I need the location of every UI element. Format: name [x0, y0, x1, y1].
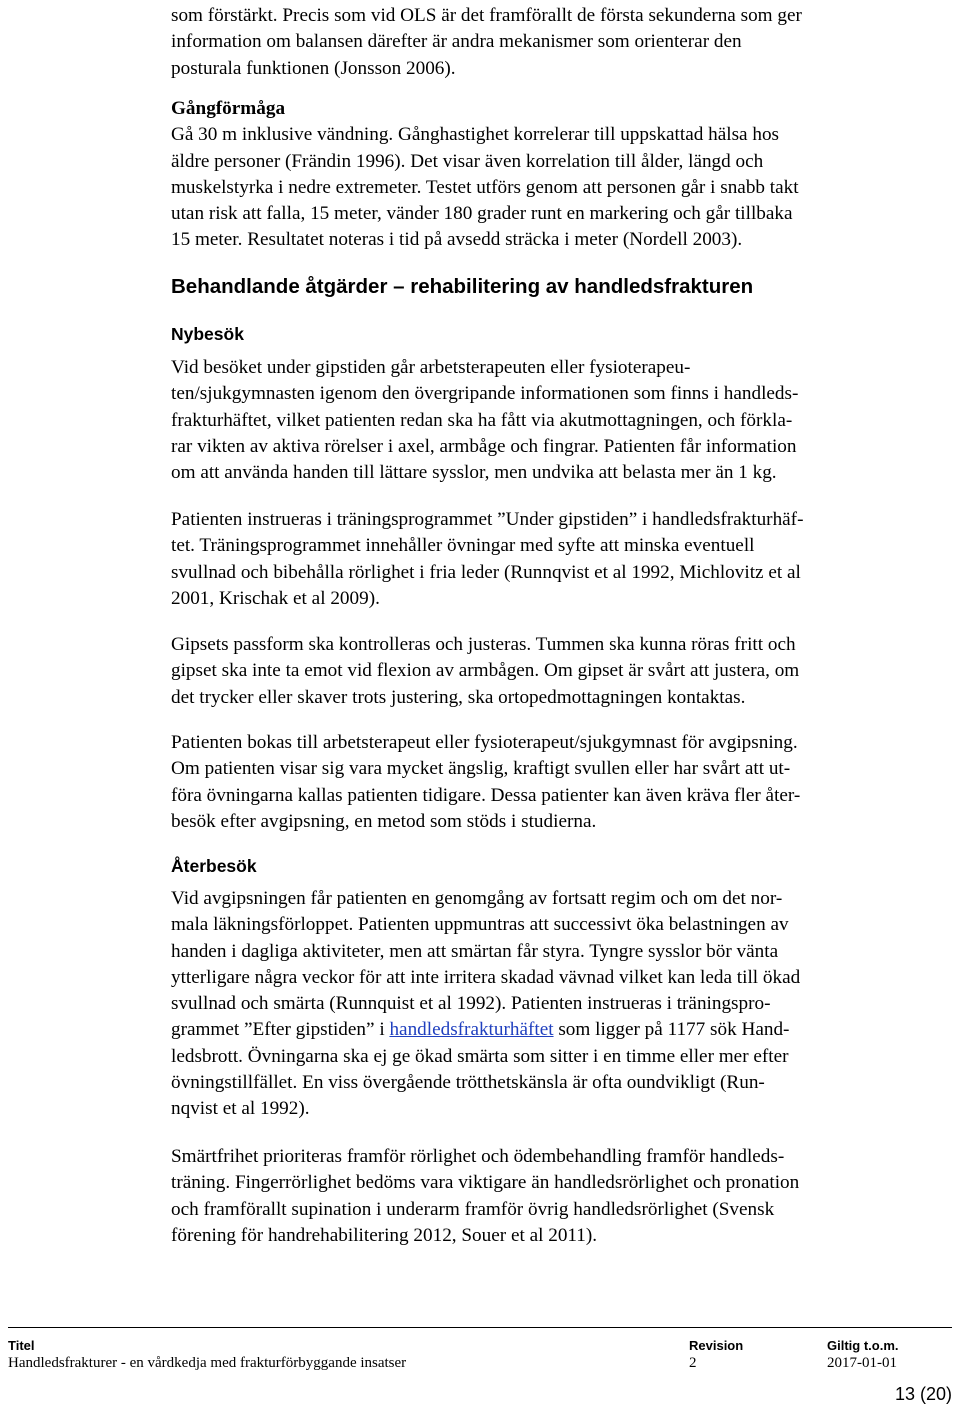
nybesok-heading: Nybesök — [171, 324, 244, 344]
text-line: ledsbrott. Övningarna ska ej ge ökad smärta som sitter i en timme eller mer efter — [171, 1045, 789, 1067]
text-line: Vid besöket under gipstiden går arbetsterapeuten eller fysioterapeu- — [171, 357, 691, 378]
text-line: Om patienten visar sig vara mycket ängslig, kraftigt svullen eller har svårt att ut- — [171, 758, 791, 780]
footer-giltig-value: 2017-01-01 — [827, 1355, 897, 1371]
text-line: frakturhäftet, vilket patienten redan ska ha fått via akutmottagningen, och förkla- — [171, 409, 793, 431]
footer-titel-label: Titel — [8, 1338, 35, 1353]
gang-heading: Gångförmåga — [171, 98, 286, 119]
text-line: information om balansen därefter är andra mekanismer som orienterar den — [171, 31, 742, 53]
text-line: Gå 30 m inklusive vändning. Gånghastighet korrelerar till uppskattad hälsa hos — [171, 124, 780, 146]
page-number: 13 (20) — [894, 1384, 952, 1404]
footer-revision-value: 2 — [689, 1355, 697, 1371]
text-line: besök efter avgipsning, en metod som stöds i studierna. — [171, 810, 597, 832]
text-line: tet. Träningsprogrammet innehåller övningar med syfte att minska eventuell — [171, 535, 755, 557]
text-line: svullnad och bibehålla rörlighet i fria leder (Runnqvist et al 1992, Michlovitz et al — [171, 561, 801, 583]
text-line: äldre personer (Frändin 1996). Det visar även korrelation till ålder, längd och — [171, 150, 764, 172]
text-line: och framförallt supination i underarm framför övrig handledsrörlighet (Svensk — [171, 1198, 775, 1220]
text-line-with-link — [171, 1017, 931, 1043]
nybesok-paragraph-1 — [171, 355, 931, 486]
text-line: 2001, Krischak et al 2009). — [171, 587, 380, 609]
text-line: utan risk att falla, 15 meter, vänder 180 grader runt en markering och går tillbaka — [171, 203, 793, 225]
text-line: om att använda handen till lättare sysslor, men undvika att belasta mer än 1 kg. — [171, 462, 777, 484]
text-line: övningstillfället. En viss övergående trötthetskänsla är ofta oundvikligt (Run- — [171, 1072, 765, 1094]
text-line: nqvist et al 1992). — [171, 1098, 310, 1120]
text-line: 15 meter. Resultatet noteras i tid på avsedd sträcka i meter (Nordell 2003). — [171, 229, 743, 251]
text-line: ten/sjukgymnasten igenom den övergripande informationen som finns i handleds- — [171, 383, 799, 405]
text-line: gipset ska inte ta emot vid flexion av armbågen. Om gipset är svårt att justera, om — [171, 660, 800, 682]
text-line: förening för handrehabilitering 2012, Souer et al 2011). — [171, 1224, 598, 1246]
text-line: ytterligare några veckor för att inte irritera skadad vävnad vilket kan leda till ökad — [171, 966, 801, 988]
gang-section — [171, 96, 931, 254]
text-line: rar vikten av aktiva rörelser i axel, armbåge och fingrar. Patienten får information — [171, 435, 797, 457]
link-line-suffix: som ligger på 1177 sök Hand- — [553, 1019, 790, 1041]
text-line: Gipsets passform ska kontrolleras och justeras. Tummen ska kunna röras fritt och — [171, 634, 796, 655]
text-line: föra övningarna kallas patienten tidigare. Dessa patienter kan även kräva fler åter- — [171, 784, 801, 806]
text-line: Smärtfrihet prioriteras framför rörlighet och ödembehandling framför handleds- — [171, 1146, 785, 1167]
text-line: som förstärkt. Precis som vid OLS är det framförallt de första sekunderna som ger — [171, 5, 802, 26]
footer-titel-value: Handledsfrakturer - en vårdkedja med frakturförbyggande insatser — [8, 1355, 407, 1371]
text-line: det trycker eller skaver trots justering, ska ortopedmottagningen kontaktas. — [171, 686, 746, 708]
aterbesok-paragraph-2 — [171, 1144, 931, 1249]
text-line: Vid avgipsningen får patienten en genomgång av fortsatt regim och om det nor- — [171, 888, 783, 909]
text-line: Patienten bokas till arbetsterapeut eller fysioterapeut/sjukgymnast för avgipsning. — [171, 732, 798, 753]
text-line: muskelstyrka i nedre extremeter. Testet utförs genom att personen går i snabb takt — [171, 176, 799, 198]
text-line: handen i dagliga aktiviteter, men att smärtan får styra. Tyngre sysslor bör vänta — [171, 940, 779, 962]
text-line: mala läkningsförloppet. Patienten uppmuntras att successivt öka belastningen av — [171, 914, 789, 936]
text-line: träning. Fingerrörlighet bedöms vara viktigare än handledsrörlighet och pronation — [171, 1172, 800, 1194]
footer-giltig-label: Giltig t.o.m. — [827, 1338, 899, 1353]
nybesok-paragraph-2 — [171, 507, 931, 612]
handledsfrakturhaftet-link[interactable]: handledsfrakturhäftet — [389, 1019, 554, 1041]
nybesok-paragraph-3 — [171, 632, 931, 711]
nybesok-paragraph-4 — [171, 730, 931, 835]
section-title: Behandlande åtgärder – rehabilitering av handledsfrakturen — [171, 275, 754, 298]
intro-paragraph — [171, 3, 931, 82]
footer-divider — [8, 1327, 952, 1328]
text-line: Patienten instrueras i träningsprogrammet ”Under gipstiden” i handledsfrakturhäf- — [171, 509, 804, 530]
aterbesok-heading: Återbesök — [171, 856, 257, 876]
footer-revision-label: Revision — [689, 1338, 744, 1353]
aterbesok-paragraph-1 — [171, 886, 931, 1123]
text-line: svullnad och smärta (Runnquist et al 1992). Patienten instrueras i träningspro- — [171, 993, 771, 1015]
text-line: posturala funktionen (Jonsson 2006). — [171, 57, 456, 79]
link-line-prefix: grammet ”Efter gipstiden” i — [171, 1019, 390, 1041]
